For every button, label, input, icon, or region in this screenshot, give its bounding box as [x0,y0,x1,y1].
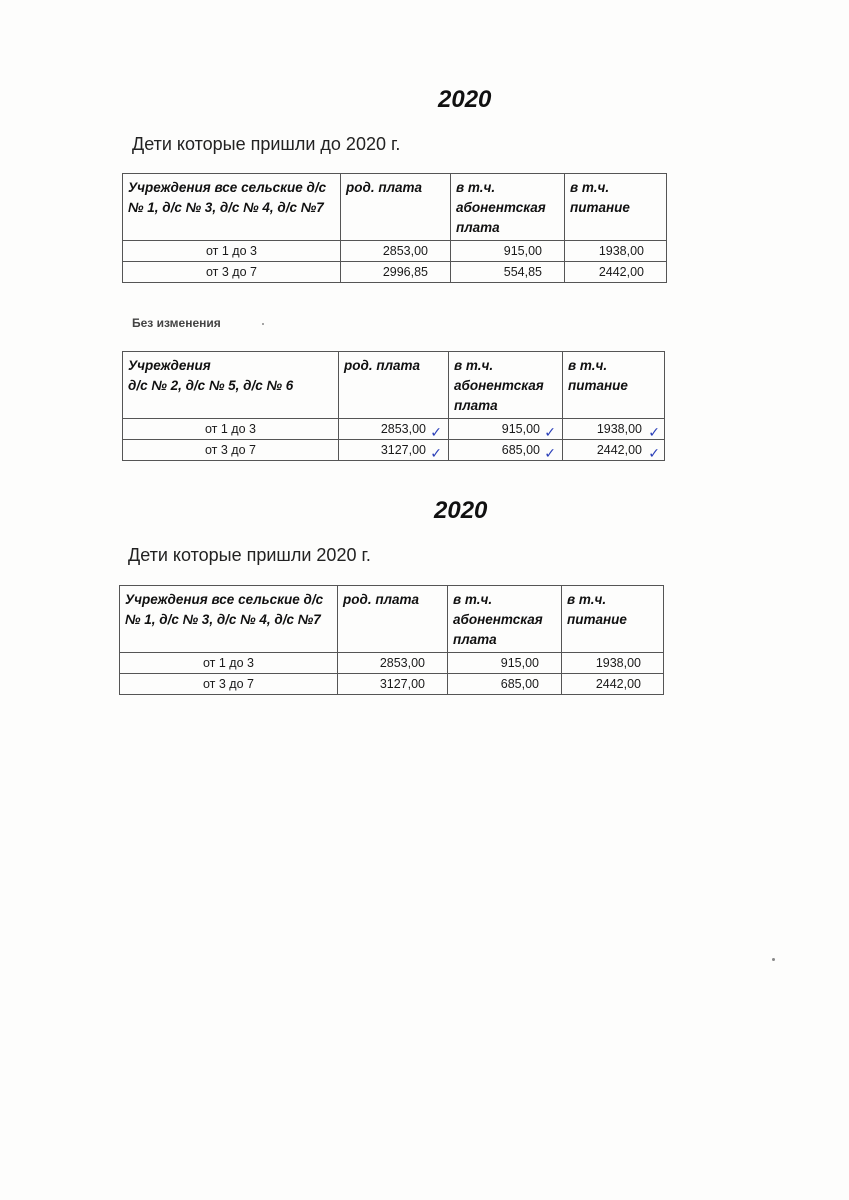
parent-fee-cell: 2853,00 [338,653,448,674]
subscription-fee-cell: 915,00 [451,241,565,262]
year-heading-1: 2020 [438,86,492,113]
subscription-fee-cell: 915,00 [448,653,562,674]
parent-fee-cell [339,419,449,440]
fee-table-1 [122,173,667,283]
parent-fee-cell [339,440,449,461]
section-subtitle-1: Дети которые пришли до 2020 г. [132,134,401,154]
checkmark-icon: ✓ [430,424,442,440]
cell-value: 685,00 [501,443,540,457]
no-change-note: Без изменения [132,316,221,330]
header-institutions: Учреждения д/с № 2, д/с № 5, д/с № 6 [123,352,339,419]
table-header-row [120,586,664,653]
table-row [123,440,665,461]
table-row [120,674,664,695]
age-range-cell: от 1 до 3 [120,653,338,674]
header-subscription-fee: в т.ч. абонентская плата [451,174,565,241]
year-heading-2: 2020 [434,497,488,524]
table-header-row [123,174,667,241]
cell-value: 1938,00 [596,422,642,436]
age-range-cell: от 3 до 7 [123,262,341,283]
subscription-fee-cell: 685,00 [448,674,562,695]
header-parent-fee: род. плата [338,586,448,653]
food-cell: 1938,00 [565,241,667,262]
header-food: в т.ч. питание [563,352,665,419]
checkmark-icon: ✓ [648,424,660,440]
cell-value: 2442,00 [596,443,642,457]
header-subscription-fee: в т.ч. абонентская плата [449,352,563,419]
checkmark-icon: ✓ [648,445,660,461]
cell-value: 915,00 [501,422,540,436]
parent-fee-cell: 2996,85 [341,262,451,283]
checkmark-icon: ✓ [544,445,556,461]
header-parent-fee: род. плата [341,174,451,241]
header-institutions: Учреждения все сельские д/с № 1, д/с № 3, д/с № 4, д/с №7 [120,586,338,653]
parent-fee-cell: 2853,00 [341,241,451,262]
section-subtitle-2: Дети которые пришли 2020 г. [128,545,371,565]
subscription-fee-cell [449,419,563,440]
subscription-fee-cell: 554,85 [451,262,565,283]
food-cell [563,440,665,461]
header-institutions: Учреждения все сельские д/с № 1, д/с № 3, д/с № 4, д/с №7 [123,174,341,241]
fee-table-2 [122,351,665,461]
age-range-cell: от 3 до 7 [120,674,338,695]
table-header-row [123,352,665,419]
scan-speck [772,958,775,961]
food-cell [563,419,665,440]
table-row [120,653,664,674]
age-range-cell: от 3 до 7 [123,440,339,461]
scan-speck [262,323,264,325]
subscription-fee-cell [449,440,563,461]
food-cell: 2442,00 [565,262,667,283]
header-food: в т.ч. питание [562,586,664,653]
cell-value: 3127,00 [380,443,426,457]
header-food: в т.ч. питание [565,174,667,241]
parent-fee-cell: 3127,00 [338,674,448,695]
fee-table-3 [119,585,664,695]
header-parent-fee: род. плата [339,352,449,419]
age-range-cell: от 1 до 3 [123,419,339,440]
checkmark-icon: ✓ [544,424,556,440]
age-range-cell: от 1 до 3 [123,241,341,262]
checkmark-icon: ✓ [430,445,442,461]
header-subscription-fee: в т.ч. абонентская плата [448,586,562,653]
table-row [123,241,667,262]
food-cell: 2442,00 [562,674,664,695]
table-row [123,419,665,440]
cell-value: 2853,00 [380,422,426,436]
table-row [123,262,667,283]
food-cell: 1938,00 [562,653,664,674]
